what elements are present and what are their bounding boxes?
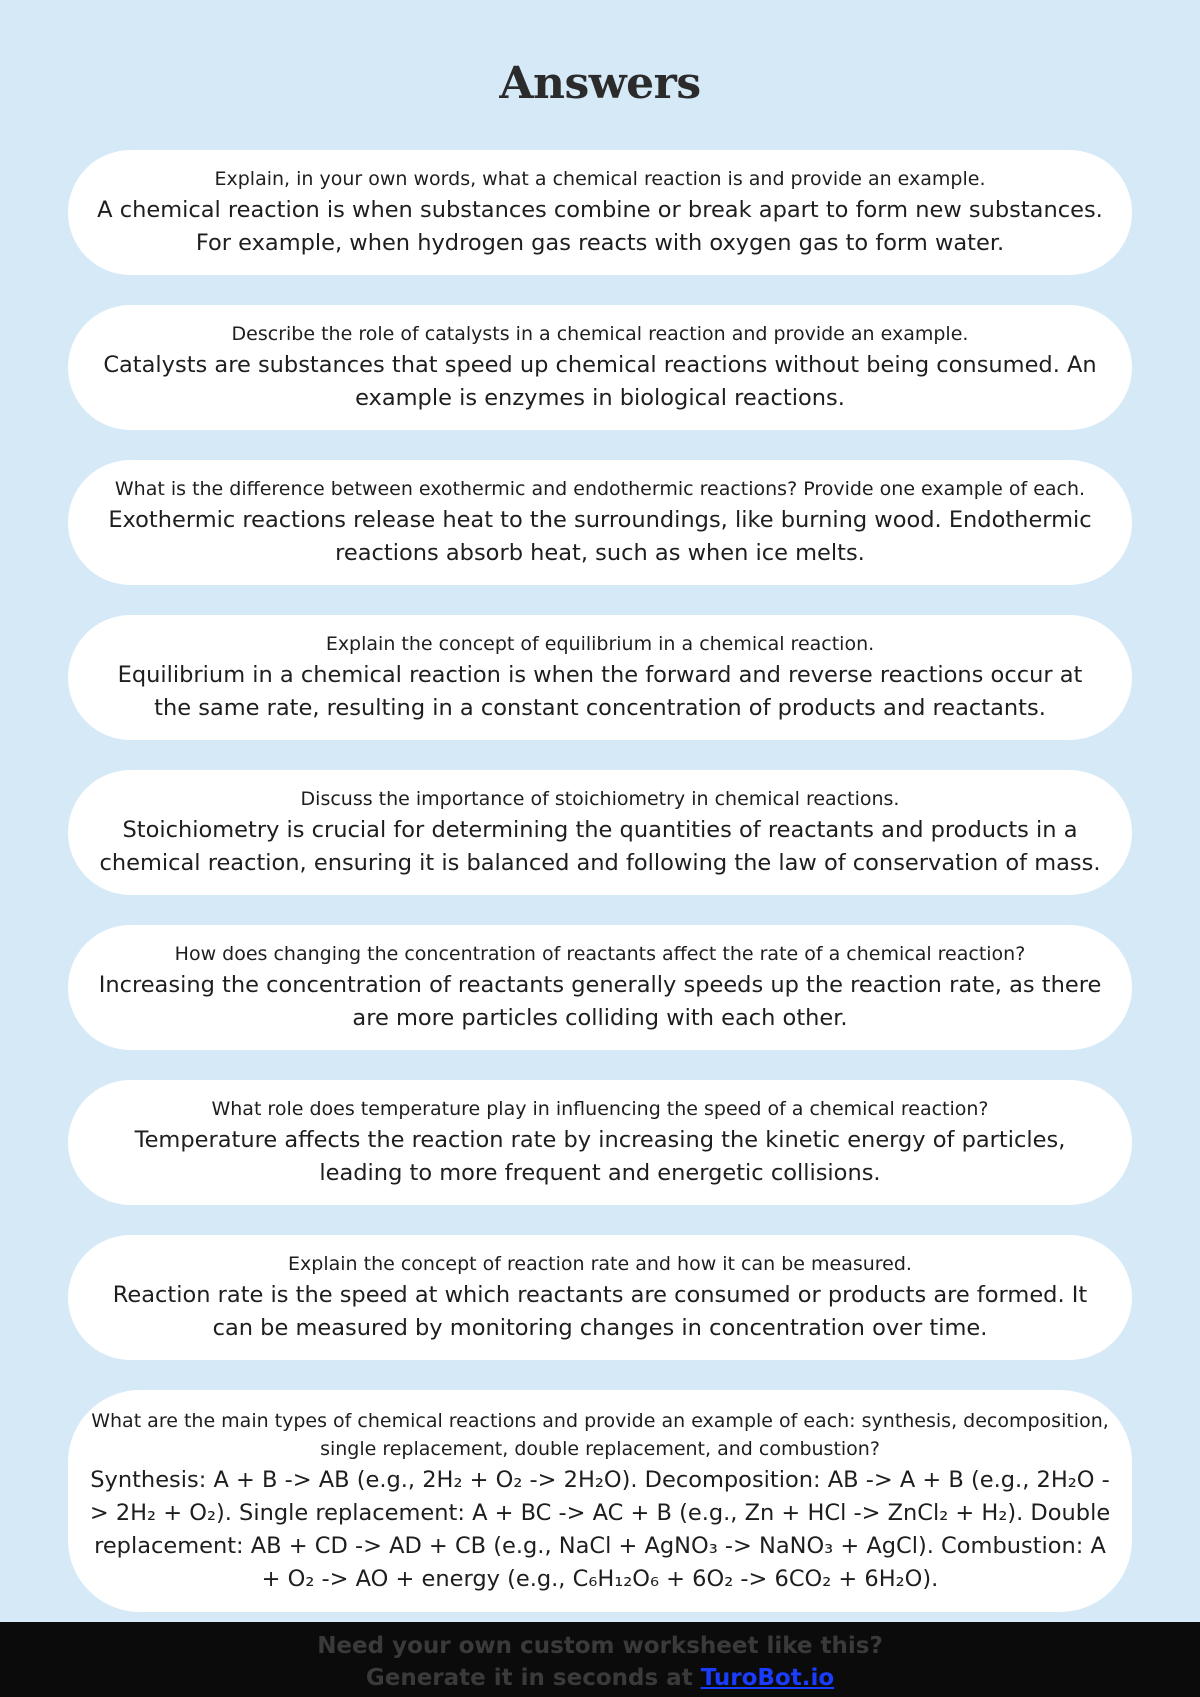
footer-line-2-text: Generate it in seconds at bbox=[365, 1665, 701, 1691]
answer-card bbox=[68, 460, 1132, 585]
question-text: What role does temperature play in influencing the speed of a chemical reaction? bbox=[211, 1097, 989, 1120]
answer-card bbox=[68, 150, 1132, 275]
footer-line-1: Need your own custom worksheet like this? bbox=[317, 1633, 883, 1659]
question-text: Discuss the importance of stoichiometry in chemical reactions. bbox=[300, 787, 900, 810]
answer-text: Increasing the concentration of reactants generally speeds up the reaction rate, as there are more particles colliding with each other. bbox=[98, 971, 1102, 1031]
question-text: What are the main types of chemical reactions and provide an example of each: synthesis, decomposition, single replacement, double replacement, and combustion? bbox=[91, 1409, 1109, 1460]
question-text: Describe the role of catalysts in a chemical reaction and provide an example. bbox=[231, 322, 969, 345]
answer-card bbox=[68, 1235, 1132, 1360]
turobot-link[interactable]: TuroBot.io bbox=[700, 1665, 835, 1691]
answer-text: Reaction rate is the speed at which reactants are consumed or products are formed. It can be measured by monitoring changes in concentration over time. bbox=[112, 1281, 1088, 1341]
footer-line-2 bbox=[0, 1662, 1200, 1694]
answer-text: Synthesis: A + B -> AB (e.g., 2H₂ + O₂ -> 2H₂O). Decomposition: AB -> A + B (e.g., 2H₂O -> 2H₂ + O₂). Single replacement: A + BC -> AC + B (e.g., Zn + HCl -> ZnCl₂ + H₂). Double replacement: AB + CD -> AD + CB (e.g., NaCl + AgNO₃ -> NaNO₃ + AgCl). Combustion: A + O₂ -> AO + energy (e.g., C₆H₁₂O₆ + 6O₂ -> 6CO₂ + 6H₂O). bbox=[89, 1466, 1111, 1592]
answer-list bbox=[68, 150, 1132, 1642]
answer-card bbox=[68, 615, 1132, 740]
answer-card bbox=[68, 305, 1132, 430]
answer-text: A chemical reaction is when substances combine or break apart to form new substances. For example, when hydrogen gas reacts with oxygen gas to form water. bbox=[97, 196, 1103, 256]
footer-banner bbox=[0, 1622, 1200, 1697]
answer-card bbox=[68, 1390, 1132, 1612]
page-title: Answers bbox=[499, 58, 701, 109]
answer-text: Exothermic reactions release heat to the surroundings, like burning wood. Endothermic reactions absorb heat, such as when ice melts. bbox=[108, 506, 1092, 566]
answer-text: Stoichiometry is crucial for determining the quantities of reactants and products in a chemical reaction, ensuring it is balanced and following the law of conservation of mass. bbox=[99, 816, 1101, 876]
question-text: What is the difference between exothermic and endothermic reactions? Provide one example of each. bbox=[114, 477, 1086, 500]
question-text: How does changing the concentration of reactants affect the rate of a chemical reaction? bbox=[174, 942, 1026, 965]
answer-text: Equilibrium in a chemical reaction is when the forward and reverse reactions occur at the same rate, resulting in a constant concentration of products and reactants. bbox=[117, 661, 1083, 721]
answer-card bbox=[68, 1080, 1132, 1205]
answer-card bbox=[68, 770, 1132, 895]
answer-text: Temperature affects the reaction rate by increasing the kinetic energy of particles, leading to more frequent and energetic collisions. bbox=[134, 1126, 1066, 1186]
question-text: Explain the concept of reaction rate and how it can be measured. bbox=[288, 1252, 912, 1275]
question-text: Explain, in your own words, what a chemical reaction is and provide an example. bbox=[214, 167, 986, 190]
answer-card bbox=[68, 925, 1132, 1050]
question-text: Explain the concept of equilibrium in a chemical reaction. bbox=[325, 632, 875, 655]
answer-text: Catalysts are substances that speed up chemical reactions without being consumed. An example is enzymes in biological reactions. bbox=[103, 351, 1097, 411]
